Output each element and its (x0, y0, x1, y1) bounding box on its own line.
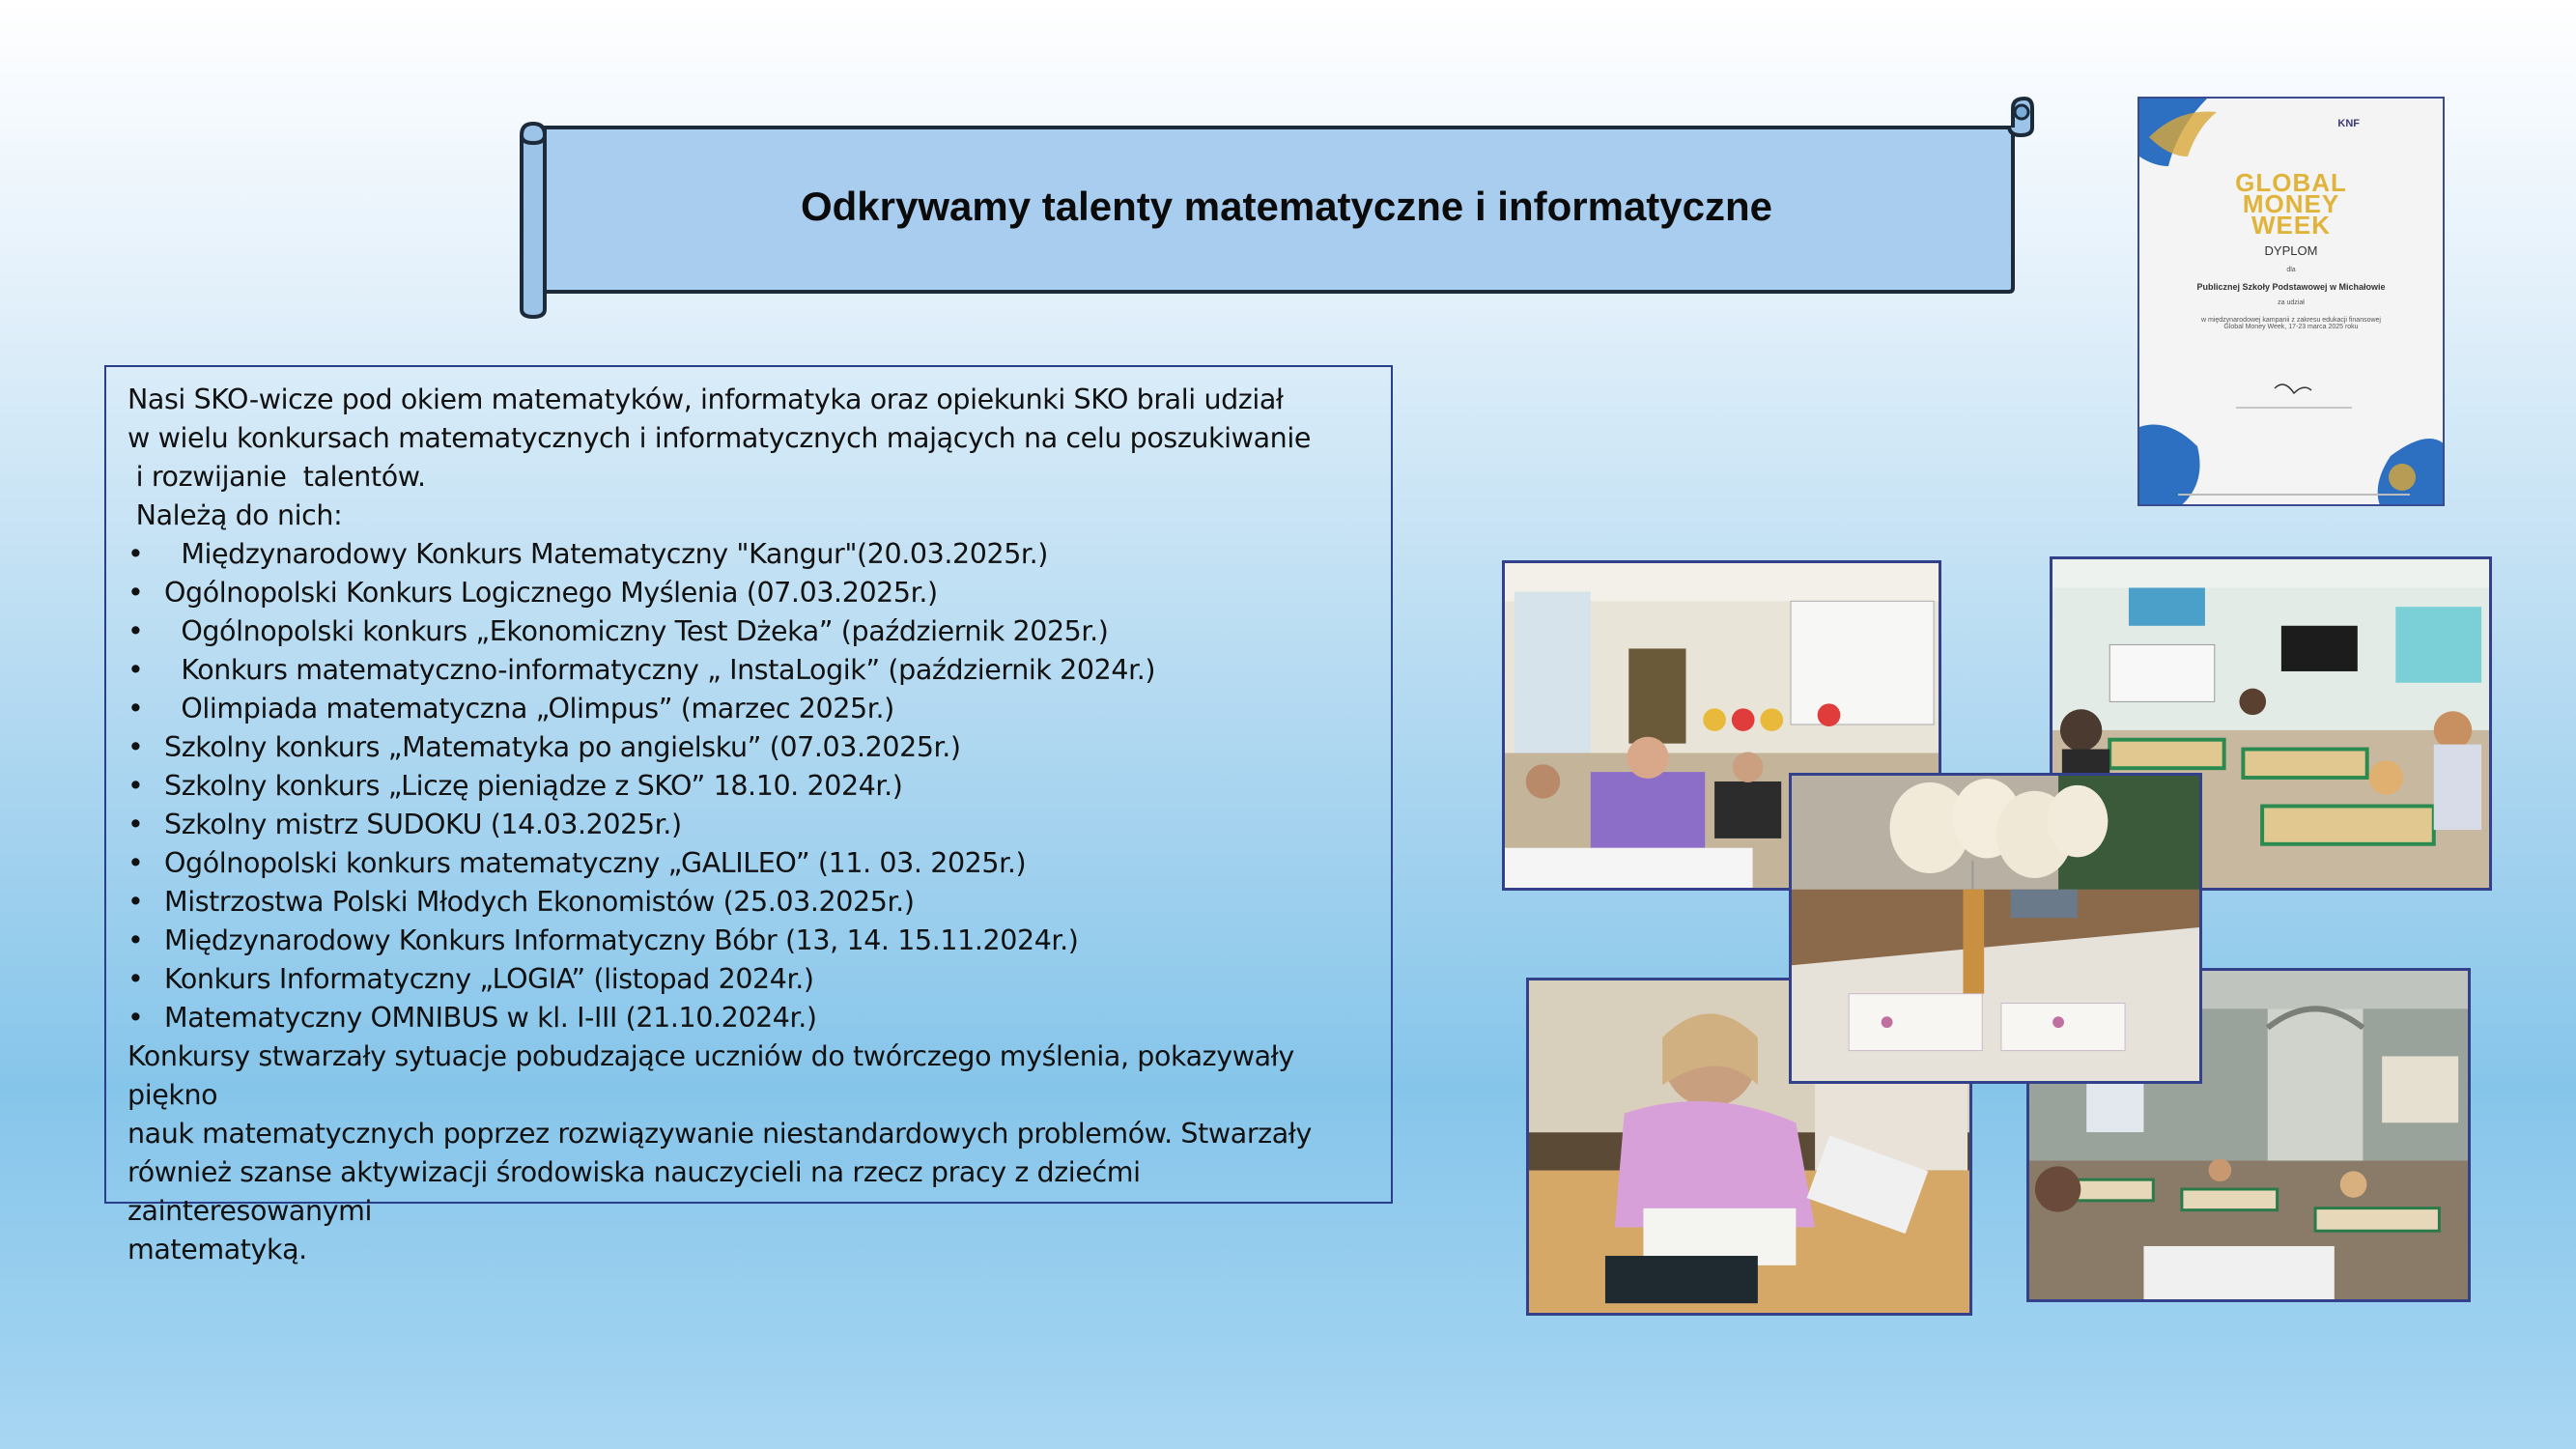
global-money-week-logo: GLOBAL MONEY WEEK (2235, 168, 2347, 240)
list-item: • Olimpiada matematyczna „Olimpus” (marzec 2025r.) (127, 690, 1372, 728)
bullet-icon: • (127, 924, 144, 956)
title-banner (518, 95, 2036, 319)
bullet-icon: • (127, 963, 144, 995)
outro-line: matematyką. (127, 1234, 307, 1265)
diploma-campaign: w międzynarodowej kampanii z zakresu edukacji finansowej Global Money Week, 17-23 marca 2025 roku (2201, 317, 2381, 330)
outro-line: również szanse aktywizacji środowiska nauczycieli na rzecz pracy z dziećmi zainteresowanymi (127, 1156, 1149, 1227)
classroom-photo-balloons (1789, 773, 2202, 1084)
intro-line: Nasi SKO-wicze pod okiem matematyków, informatyka oraz opiekunki SKO brali udział (127, 384, 1284, 415)
bullet-icon: • (127, 654, 144, 686)
contest-list (127, 535, 1372, 1037)
bullet-icon: • (127, 886, 144, 918)
bullet-icon: • (127, 1002, 144, 1034)
list-item: • Konkurs Informatyczny „LOGIA” (listopad 2024r.) (127, 960, 1372, 999)
diploma-image (2137, 97, 2445, 506)
bullet-icon: • (127, 731, 144, 763)
diploma-dla: dla (2286, 267, 2296, 273)
intro-line: i rozwijanie talentów. (127, 461, 426, 493)
photo-balloons-desk (1792, 776, 2199, 1081)
bullet-icon: • (127, 809, 144, 840)
list-item: • Szkolny mistrz SUDOKU (14.03.2025r.) (127, 806, 1372, 844)
intro-line: w wielu konkursach matematycznych i informatycznych mających na celu poszukiwanie (127, 422, 1311, 454)
list-item: • Mistrzostwa Polski Młodych Ekonomistów (25.03.2025r.) (127, 883, 1372, 922)
contest-description-box (104, 365, 1393, 1265)
bullet-icon: • (127, 538, 144, 570)
bullet-icon: • (127, 693, 144, 724)
bullet-icon: • (127, 577, 144, 609)
list-item: • Konkurs matematyczno-informatyczny „ InstaLogik” (październik 2024r.) (127, 651, 1372, 690)
bullet-icon: • (127, 770, 144, 802)
intro-line: Należą do nich: (127, 499, 343, 531)
list-item: • Międzynarodowy Konkurs Matematyczny "Kangur"(20.03.2025r.) (127, 535, 1372, 574)
intro-paragraph (127, 381, 1372, 535)
knf-logo: KNF (2337, 118, 2360, 129)
diploma-heading: DYPLOM (2264, 243, 2318, 258)
diploma-school: Publicznej Szkoły Podstawowej w Michałowie (2196, 282, 2386, 292)
outro-paragraph (127, 1037, 1372, 1269)
page-title: Odkrywamy talenty matematyczne i informatyczne (800, 184, 1773, 229)
list-item: • Międzynarodowy Konkurs Informatyczny Bóbr (13, 14. 15.11.2024r.) (127, 922, 1372, 960)
outro-line: Konkursy stwarzały sytuacje pobudzające uczniów do twórczego myślenia, pokazywały piękno (127, 1040, 1303, 1111)
bullet-icon: • (127, 615, 144, 647)
list-item: • Ogólnopolski konkurs matematyczny „GALILEO” (11. 03. 2025r.) (127, 844, 1372, 883)
diploma-za-udzial: za udział (2278, 299, 2305, 306)
list-item: • Szkolny konkurs „Liczę pieniądze z SKO” 18.10. 2024r.) (127, 767, 1372, 806)
list-item: • Matematyczny OMNIBUS w kl. I-III (21.10.2024r.) (127, 999, 1372, 1037)
bullet-icon: • (127, 847, 144, 879)
outro-line: nauk matematycznych poprzez rozwiązywanie niestandardowych problemów. Stwarzały (127, 1118, 1312, 1150)
list-item: • Szkolny konkurs „Matematyka po angielsku” (07.03.2025r.) (127, 728, 1372, 767)
list-item: • Ogólnopolski konkurs „Ekonomiczny Test Dżeka” (październik 2025r.) (127, 612, 1372, 651)
list-item: • Ogólnopolski Konkurs Logicznego Myślenia (07.03.2025r.) (127, 574, 1372, 612)
